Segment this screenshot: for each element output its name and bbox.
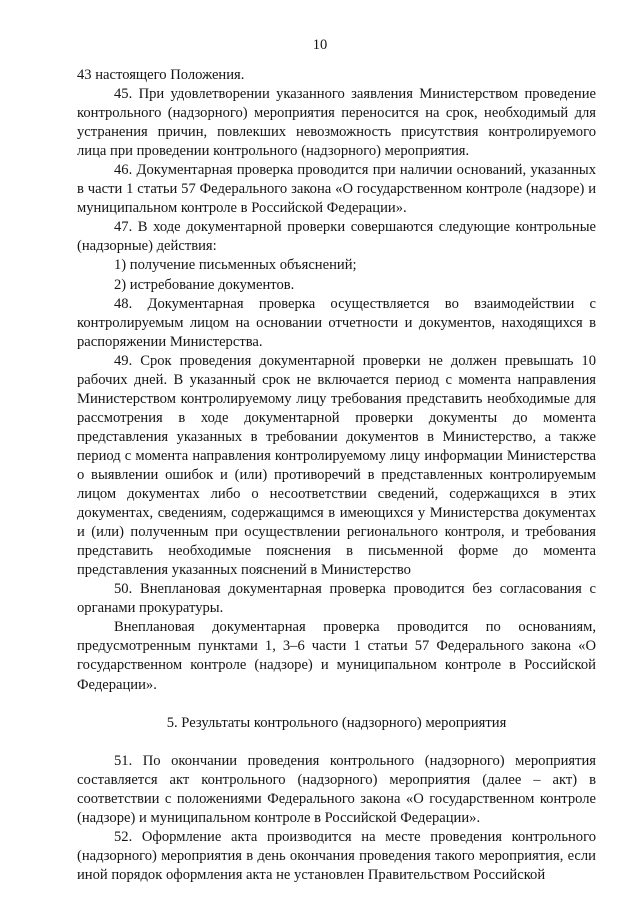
- section-heading: 5. Результаты контрольного (надзорного) мероприятия: [166, 714, 507, 731]
- paragraph-52: 52. Оформление акта производится на месте проведения контрольного (надзорного) мероприятия в день окончания проведения такого мероприятия, если иной порядок оформления акта не установлен Правительством Российской: [77, 828, 596, 883]
- page-number: 10: [312, 37, 328, 53]
- document-body: [77, 66, 596, 885]
- paragraph-47: 47. В ходе документарной проверки совершаются следующие контрольные (надзорные) действия:: [77, 219, 596, 255]
- list-item-1: 1) получение письменных объяснений;: [114, 257, 357, 274]
- paragraph-46: 46. Документарная проверка проводится при наличии оснований, указанных в части 1 статьи 57 Федерального закона «О государственном контроле (надзоре) и муниципальном контроле в Российской Федерации».: [77, 162, 596, 217]
- paragraph-50-continued: Внеплановая документарная проверка проводится по основаниям, предусмотренным пунктами 1, 3–6 части 1 статьи 57 Федерального закона «О государственном контроле (надзоре) и муниципальном контроле в Российской Федерации».: [77, 619, 596, 693]
- paragraph-continuation: 43 настоящего Положения.: [77, 67, 245, 83]
- paragraph-49: 49. Срок проведения документарной проверки не должен превышать 10 рабочих дней. В указанный срок не включается период с момента направления Министерством контролируемому лицу требования представить необходимые для рассмотрения в ходе документарной проверки документы до момента представления указанных в требовании документов в Министерство, а также период с момента направления контролируемому лицу информации Министерства о выявлении ошибок и (или) противоречий в представленных контролируемым лицом документах либо о несоответствии сведений, содержащихся в этих документах, сведениям, содержащимся в имеющихся у Министерства документах и (или) полученным при осуществлении регионального контроля, и требования представить необходимые пояснения в письменной форме до момента представления указанных пояснений в Министерство: [77, 352, 596, 579]
- list-item-2: 2) истребование документов.: [114, 276, 295, 293]
- paragraph-50: 50. Внеплановая документарная проверка проводится без согласования с органами прокуратуры.: [77, 581, 596, 617]
- paragraph-45: 45. При удовлетворении указанного заявления Министерством проведение контрольного (надзорного) мероприятия переносится на срок, необходимый для устранения причин, повлекших невозможность присутствия контролируемого лица при проведении контрольного (надзорного) мероприятия.: [77, 86, 596, 160]
- paragraph-51: 51. По окончании проведения контрольного (надзорного) мероприятия составляется акт контрольного (надзорного) мероприятия (далее – акт) в соответствии с положениями Федерального закона «О государственном контроле (надзоре) и муниципальном контроле в Российской Федерации».: [77, 752, 596, 826]
- paragraph-48: 48. Документарная проверка осуществляется во взаимодействии с контролируемым лицом на основании отчетности и документов, находящихся в распоряжении Министерства.: [77, 295, 596, 350]
